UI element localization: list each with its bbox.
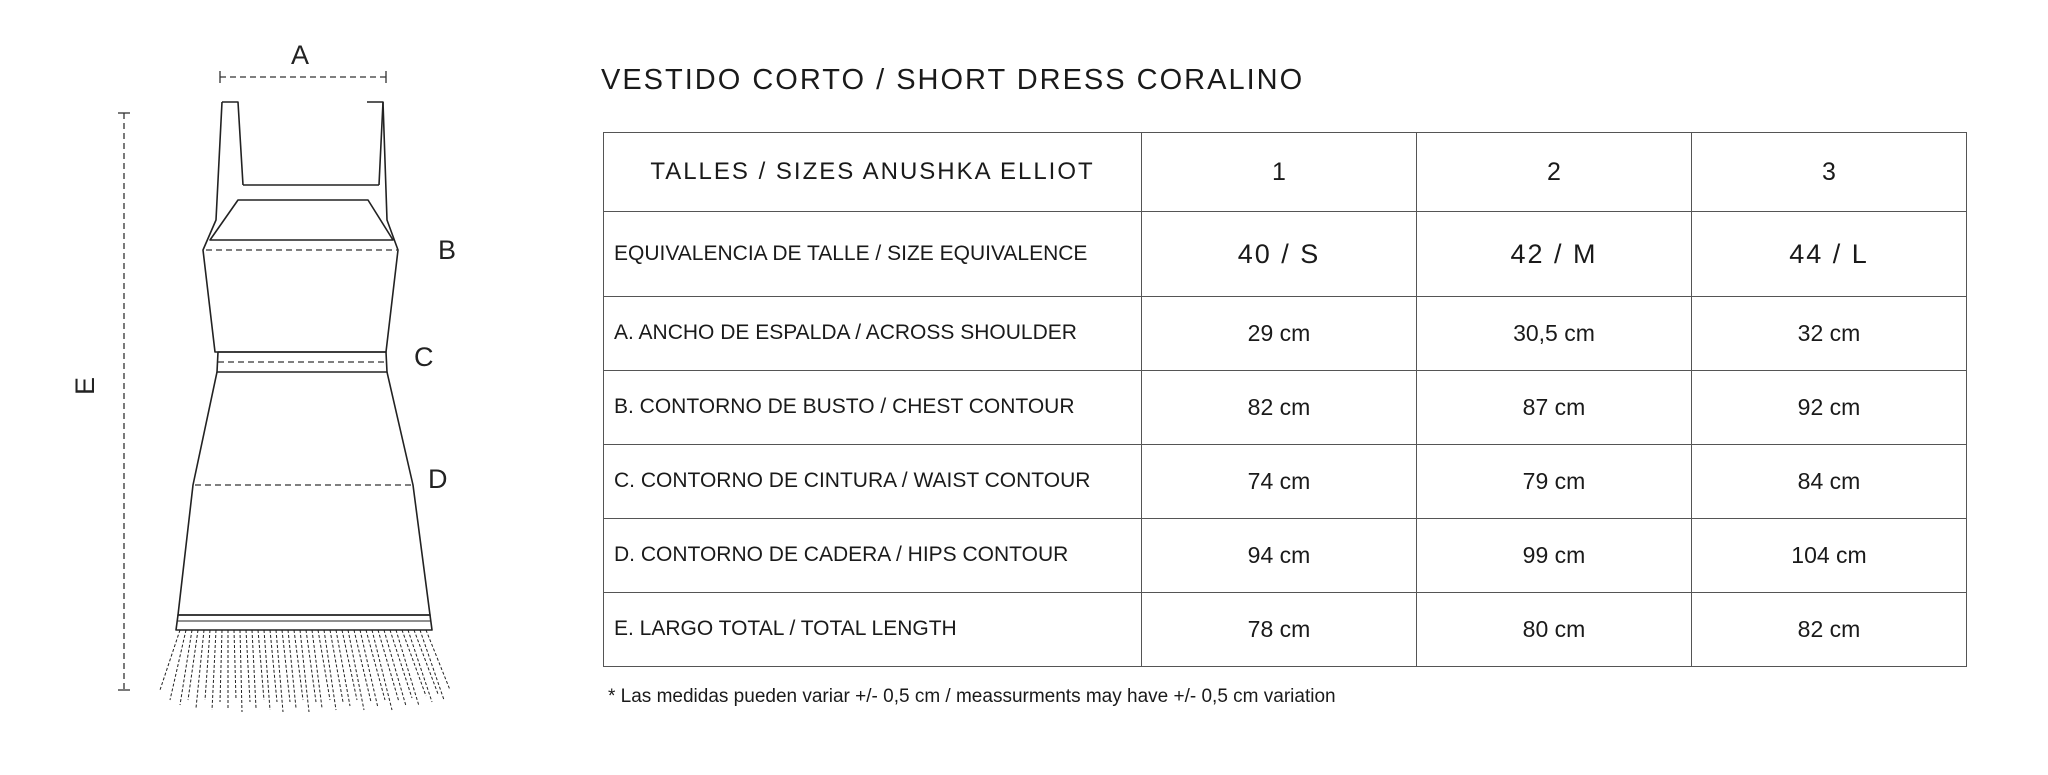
cell-value: 79 cm — [1417, 444, 1692, 518]
table-row — [604, 592, 1967, 666]
dress-sketch — [0, 0, 560, 775]
table-row — [604, 296, 1967, 370]
fringe-strands — [160, 630, 450, 712]
equivalence-value: 42 / M — [1417, 212, 1692, 297]
label-b: B — [438, 235, 457, 265]
cell-value: 74 cm — [1142, 444, 1417, 518]
fringe-band — [176, 615, 432, 630]
table-row — [604, 444, 1967, 518]
size-header: 3 — [1692, 133, 1967, 212]
equivalence-row — [604, 212, 1967, 297]
cell-value: 32 cm — [1692, 296, 1967, 370]
cell-value: 82 cm — [1692, 592, 1967, 666]
table-row — [604, 518, 1967, 592]
label-d: D — [428, 464, 448, 494]
row-label: D. CONTORNO DE CADERA / HIPS CONTOUR — [604, 518, 1142, 592]
cell-value: 104 cm — [1692, 518, 1967, 592]
row-label: A. ANCHO DE ESPALDA / ACROSS SHOULDER — [604, 296, 1142, 370]
size-chart-table — [603, 132, 1967, 667]
bodice-panel — [210, 200, 393, 240]
cell-value: 99 cm — [1417, 518, 1692, 592]
table-header-row — [604, 133, 1967, 212]
cell-value: 80 cm — [1417, 592, 1692, 666]
cell-value: 78 cm — [1142, 592, 1417, 666]
right-strap — [367, 102, 383, 185]
bodice-outline — [203, 102, 398, 352]
label-c: C — [414, 342, 434, 372]
row-label: E. LARGO TOTAL / TOTAL LENGTH — [604, 592, 1142, 666]
row-label: B. CONTORNO DE BUSTO / CHEST CONTOUR — [604, 370, 1142, 444]
cell-value: 82 cm — [1142, 370, 1417, 444]
skirt-outline — [178, 372, 430, 615]
label-a: A — [290, 40, 310, 70]
cell-value: 92 cm — [1692, 370, 1967, 444]
equivalence-value: 40 / S — [1142, 212, 1417, 297]
size-header: 2 — [1417, 133, 1692, 212]
header-label: TALLES / SIZES ANUSHKA ELLIOT — [604, 133, 1142, 212]
size-header: 1 — [1142, 133, 1417, 212]
cell-value: 84 cm — [1692, 444, 1967, 518]
table-row — [604, 370, 1967, 444]
label-e: E — [70, 376, 100, 396]
page-title: VESTIDO CORTO / SHORT DRESS CORALINO — [601, 64, 1305, 96]
cell-value: 94 cm — [1142, 518, 1417, 592]
cell-value: 29 cm — [1142, 296, 1417, 370]
cell-value: 30,5 cm — [1417, 296, 1692, 370]
cell-value: 87 cm — [1417, 370, 1692, 444]
row-label: C. CONTORNO DE CINTURA / WAIST CONTOUR — [604, 444, 1142, 518]
row-label: EQUIVALENCIA DE TALLE / SIZE EQUIVALENCE — [604, 212, 1142, 297]
equivalence-value: 44 / L — [1692, 212, 1967, 297]
left-strap — [222, 102, 243, 185]
footnote: * Las medidas pueden variar +/- 0,5 cm / meassurments may have +/- 0,5 cm variation — [608, 686, 1336, 707]
